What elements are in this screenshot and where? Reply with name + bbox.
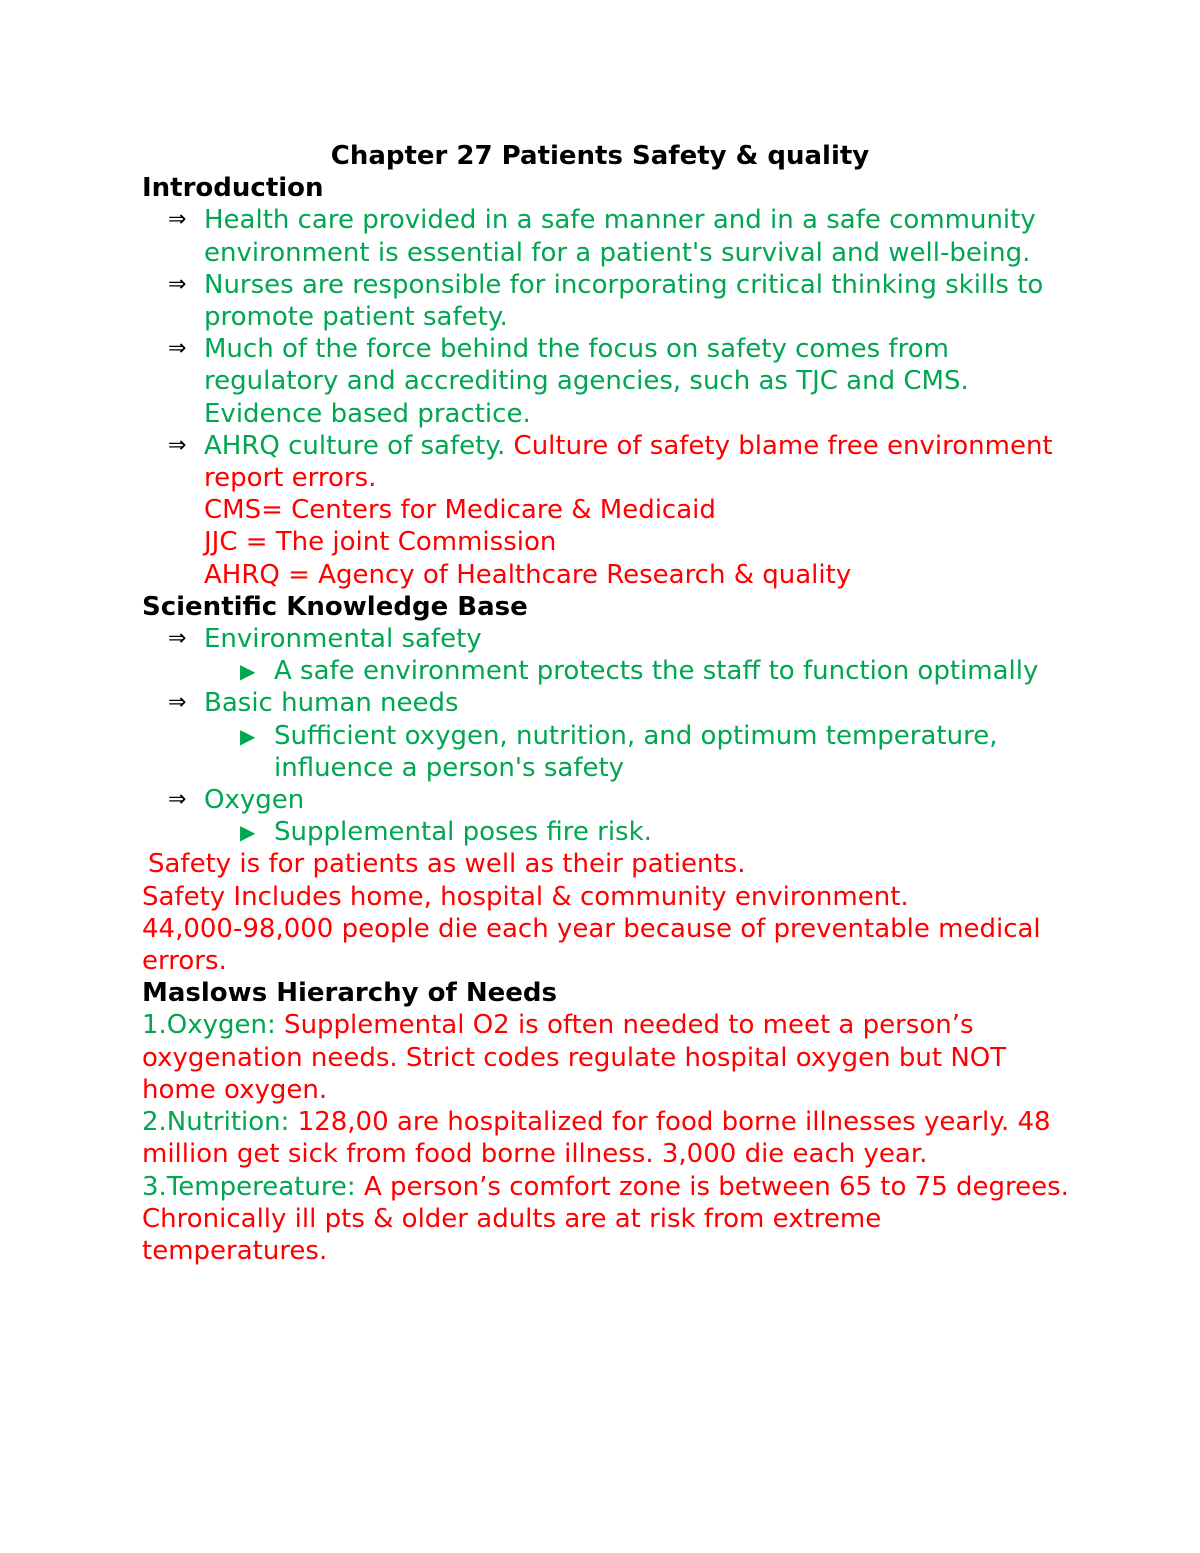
- science-sub-oxygen: [142, 816, 1072, 848]
- maslow-item-text: A person’s comfort zone is between 65 to 75 degrees. Chronically ill pts & older adults are at risk from extreme temperatures.: [142, 1171, 1069, 1266]
- maslow-heading: Maslows Hierarchy of Needs: [142, 978, 557, 1009]
- maslow-item-label: 3.Tempereature:: [142, 1171, 356, 1202]
- science-sub-text: Sufficient oxygen, nutrition, and optimum temperature, influence a person's safety: [274, 720, 998, 783]
- science-group-label: Environmental safety: [204, 624, 482, 655]
- introduction-heading: Introduction: [142, 173, 324, 204]
- science-note-3: 44,000-98,000 people die each year because of preventable medical errors.: [142, 913, 1041, 977]
- science-group-label: Oxygen: [204, 785, 305, 816]
- maslow-item-nutrition: [142, 1106, 1072, 1170]
- intro-bullet-2: [142, 269, 1072, 333]
- science-group-oxygen: [142, 784, 1072, 816]
- arrow-bullet-icon: ⇒: [168, 432, 187, 458]
- arrow-bullet-icon: ⇒: [168, 336, 187, 362]
- intro-bullet-ahrq: [142, 430, 1072, 494]
- science-note-1: Safety is for patients as well as their patients.: [148, 849, 746, 880]
- science-note-2: Safety Includes home, hospital & community environment.: [142, 881, 909, 912]
- science-sub-needs: [142, 720, 1072, 784]
- document-page: [142, 140, 1072, 1267]
- maslow-item-label: 1.Oxygen:: [142, 1010, 276, 1041]
- science-sub-text: Supplemental poses fire risk.: [274, 817, 652, 848]
- arrow-bullet-icon: ⇒: [168, 626, 187, 652]
- arrow-bullet-icon: ⇒: [168, 207, 187, 233]
- science-group-needs: [142, 687, 1072, 719]
- triangle-bullet-icon: ▶: [240, 723, 256, 748]
- definition-cms: CMS= Centers for Medicare & Medicaid: [204, 495, 716, 526]
- triangle-bullet-icon: ▶: [240, 820, 256, 845]
- maslow-item-text: Supplemental O2 is often needed to meet a person’s oxygenation needs. Strict codes regulate hospital oxygen but NOT home oxygen.: [142, 1010, 1007, 1105]
- arrow-bullet-icon: ⇒: [168, 690, 187, 716]
- maslow-item-label: 2.Nutrition:: [142, 1107, 290, 1138]
- intro-bullet-text: Nurses are responsible for incorporating critical thinking skills to promote patient safety.: [204, 269, 1044, 333]
- intro-bullet-text: Health care provided in a safe manner and in a safe community environment is essential for a patient's survival and well-being.: [204, 205, 1036, 268]
- science-sub-text: A safe environment protects the staff to function optimally: [274, 656, 1039, 687]
- arrow-bullet-icon: ⇒: [168, 271, 187, 297]
- science-group-label: Basic human needs: [204, 688, 459, 719]
- ahrq-red-text: Culture of safety blame free environment report errors.: [204, 430, 1053, 494]
- maslow-item-oxygen: [142, 1009, 1072, 1106]
- maslow-item-temperature: [142, 1171, 1072, 1268]
- arrow-bullet-icon: ⇒: [168, 787, 187, 813]
- science-sub-environment: [142, 655, 1072, 687]
- maslow-item-text: 128,00 are hospitalized for food borne illnesses yearly. 48 million get sick from food borne illness. 3,000 die each year.: [142, 1107, 1051, 1170]
- science-group-environment: [142, 623, 1072, 655]
- intro-bullet-3: [142, 333, 1072, 430]
- scientific-heading: Scientific Knowledge Base: [142, 591, 528, 622]
- intro-bullet-1: [142, 204, 1072, 268]
- triangle-bullet-icon: ▶: [240, 659, 256, 684]
- definition-ahrq: AHRQ = Agency of Healthcare Research & quality: [204, 559, 852, 590]
- page-title: Chapter 27 Patients Safety & quality: [330, 141, 870, 171]
- ahrq-green-text: AHRQ culture of safety.: [204, 430, 506, 461]
- intro-bullet-text: Much of the force behind the focus on safety comes from regulatory and accrediting agencies, such as TJC and CMS. Evidence based practice.: [204, 334, 969, 429]
- definition-jjc: JJC = The joint Commission: [204, 527, 557, 558]
